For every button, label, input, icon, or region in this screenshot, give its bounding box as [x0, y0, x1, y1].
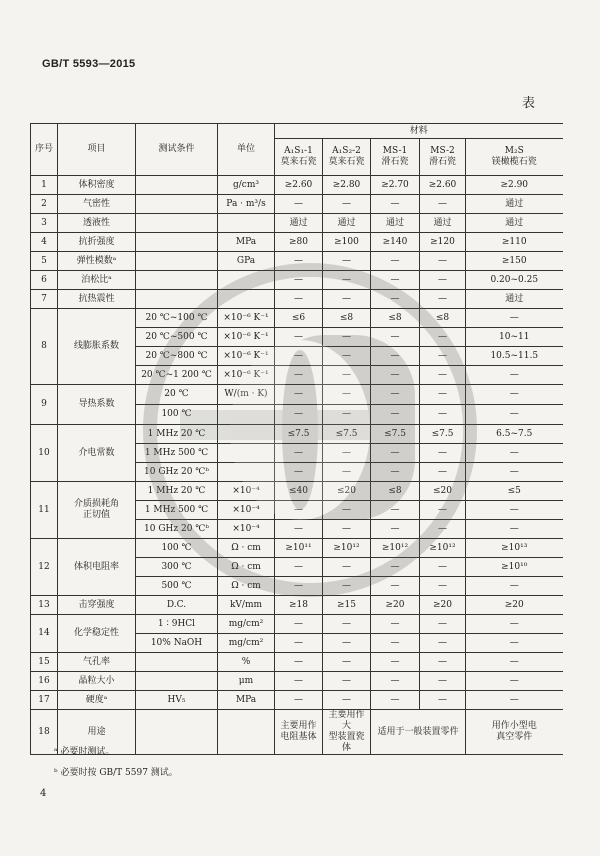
value-cell: ≤20: [420, 482, 466, 501]
table-row: [31, 691, 563, 710]
value-cell: —: [323, 558, 371, 577]
row-seq: 13: [31, 596, 58, 615]
value-cell: —: [420, 577, 466, 596]
value-cell: —: [466, 691, 563, 710]
value-cell: ≥18: [275, 596, 323, 615]
value-cell: —: [275, 577, 323, 596]
value-cell: ≤6: [275, 309, 323, 328]
value-cell: —: [371, 271, 420, 290]
value-cell: ≤20: [323, 482, 371, 501]
row-seq: 6: [31, 271, 58, 290]
value-cell: —: [371, 328, 420, 347]
row-item: 硬度ᵃ: [58, 691, 136, 710]
item-text: 介质损耗角: [73, 499, 119, 509]
row-condition: 1 MHz 500 ℃: [136, 444, 218, 463]
value-cell: —: [466, 366, 563, 385]
value-cell: —: [371, 347, 420, 366]
value-cell: —: [371, 195, 420, 214]
value-cell: 通过: [275, 214, 323, 233]
value-cell: 10~11: [466, 328, 563, 347]
use-text: 电阻基体: [280, 732, 317, 742]
row-unit: kV/mm: [218, 596, 275, 615]
value-cell: ≥10¹³: [466, 539, 563, 558]
row-seq: 12: [31, 539, 58, 596]
row-seq: 1: [31, 176, 58, 195]
row-item: 抗热震性: [58, 290, 136, 309]
value-cell: ≤7.5: [275, 425, 323, 444]
value-cell: —: [420, 615, 466, 634]
use-text: 真空零件: [496, 732, 533, 742]
value-cell: ≥10¹⁰: [466, 558, 563, 577]
row-item: 线膨胀系数: [58, 309, 136, 385]
value-cell: —: [420, 520, 466, 539]
row-condition: [136, 290, 218, 309]
use-cell: 适用于一般装置零件: [371, 710, 466, 755]
value-cell: —: [420, 328, 466, 347]
row-unit: g/cm³: [218, 176, 275, 195]
value-cell: —: [371, 290, 420, 309]
value-cell: 通过: [466, 195, 563, 214]
row-unit: [218, 425, 275, 444]
row-unit: GPa: [218, 252, 275, 271]
row-unit: [218, 463, 275, 482]
value-cell: —: [323, 405, 371, 425]
row-seq: 4: [31, 233, 58, 252]
row-unit: mg/cm²: [218, 615, 275, 634]
row-unit: [218, 405, 275, 425]
value-cell: ≤7.5: [371, 425, 420, 444]
value-cell: —: [466, 653, 563, 672]
table-row: [31, 214, 563, 233]
value-cell: —: [466, 672, 563, 691]
row-unit: mg/cm²: [218, 634, 275, 653]
material-header: [371, 139, 420, 176]
value-cell: ≥10¹²: [371, 539, 420, 558]
value-cell: —: [466, 577, 563, 596]
value-cell: ≥20: [466, 596, 563, 615]
value-cell: 0.20~0.25: [466, 271, 563, 290]
material-header: [466, 139, 563, 176]
table-row: [31, 385, 563, 405]
item-header: 项目: [58, 124, 136, 176]
row-unit: Ω · cm: [218, 539, 275, 558]
footnote-a: ᵃ 必要时测试。: [54, 747, 115, 757]
value-cell: —: [323, 634, 371, 653]
standard-number: GB/T 5593—2015: [42, 58, 136, 70]
value-cell: —: [420, 385, 466, 405]
material-name: 滑石瓷: [381, 157, 409, 167]
value-cell: —: [371, 520, 420, 539]
value-cell: —: [323, 691, 371, 710]
value-cell: —: [275, 558, 323, 577]
row-seq: 14: [31, 615, 58, 653]
value-cell: 通过: [466, 290, 563, 309]
value-cell: ≥150: [466, 252, 563, 271]
value-cell: —: [466, 463, 563, 482]
row-unit: ×10⁻⁶ K⁻¹: [218, 328, 275, 347]
value-cell: —: [466, 501, 563, 520]
value-cell: ≥2.90: [466, 176, 563, 195]
value-cell: —: [323, 501, 371, 520]
row-item: 化学稳定性: [58, 615, 136, 653]
row-condition: [136, 252, 218, 271]
value-cell: —: [275, 290, 323, 309]
value-cell: —: [323, 672, 371, 691]
value-cell: —: [275, 691, 323, 710]
value-cell: ≥120: [420, 233, 466, 252]
use-cell: [466, 710, 563, 755]
row-seq: 7: [31, 290, 58, 309]
value-cell: —: [323, 252, 371, 271]
row-item: 泊松比ᵃ: [58, 271, 136, 290]
row-condition: [136, 710, 218, 755]
value-cell: —: [275, 653, 323, 672]
value-cell: —: [466, 444, 563, 463]
value-cell: —: [275, 634, 323, 653]
row-seq: 16: [31, 672, 58, 691]
use-cell: [323, 710, 371, 755]
value-cell: —: [275, 463, 323, 482]
row-unit: ×10⁻⁶ K⁻¹: [218, 347, 275, 366]
value-cell: —: [420, 653, 466, 672]
row-unit: MPa: [218, 233, 275, 252]
value-cell: —: [275, 672, 323, 691]
value-cell: ≥20: [420, 596, 466, 615]
value-cell: —: [323, 463, 371, 482]
value-cell: 通过: [323, 214, 371, 233]
row-unit: ×10⁻⁴: [218, 482, 275, 501]
value-cell: ≥2.60: [420, 176, 466, 195]
row-condition: [136, 233, 218, 252]
row-condition: 20 ℃~500 ℃: [136, 328, 218, 347]
row-condition: 1 MHz 500 ℃: [136, 501, 218, 520]
value-cell: —: [420, 691, 466, 710]
material-code: A₁S₁-1: [284, 146, 313, 156]
value-cell: ≤5: [466, 482, 563, 501]
row-unit: ×10⁻⁶ K⁻¹: [218, 366, 275, 385]
value-cell: —: [323, 444, 371, 463]
row-seq: 10: [31, 425, 58, 482]
value-cell: —: [371, 634, 420, 653]
value-cell: —: [466, 309, 563, 328]
table-row: [31, 596, 563, 615]
value-cell: —: [323, 347, 371, 366]
table-row: [31, 252, 563, 271]
table-row: [31, 176, 563, 195]
value-cell: ≥110: [466, 233, 563, 252]
value-cell: —: [420, 405, 466, 425]
value-cell: —: [420, 444, 466, 463]
row-condition: 100 ℃: [136, 539, 218, 558]
material-name: 莫来石瓷: [280, 157, 317, 167]
value-cell: —: [466, 405, 563, 425]
table-label: 表: [522, 96, 536, 111]
row-seq: 18: [31, 710, 58, 755]
use-text: 型装置瓷体: [328, 732, 365, 753]
use-text: 主要用作大: [328, 710, 365, 731]
value-cell: —: [323, 195, 371, 214]
row-condition: 1 ∶ 9HCl: [136, 615, 218, 634]
value-cell: —: [371, 463, 420, 482]
value-cell: —: [420, 558, 466, 577]
row-condition: 300 ℃: [136, 558, 218, 577]
value-cell: —: [420, 271, 466, 290]
value-cell: —: [420, 463, 466, 482]
materials-caption: 材料: [275, 124, 563, 139]
row-unit: [218, 710, 275, 755]
value-cell: —: [275, 195, 323, 214]
value-cell: —: [275, 405, 323, 425]
value-cell: ≥10¹¹: [275, 539, 323, 558]
row-condition: [136, 195, 218, 214]
value-cell: ≥2.60: [275, 176, 323, 195]
material-header: [323, 139, 371, 176]
value-cell: —: [466, 520, 563, 539]
value-cell: —: [275, 328, 323, 347]
value-cell: —: [275, 385, 323, 405]
table-row: [31, 615, 563, 634]
value-cell: 10.5~11.5: [466, 347, 563, 366]
table-row: [31, 672, 563, 691]
row-unit: [218, 444, 275, 463]
value-cell: ≤8: [371, 309, 420, 328]
value-cell: —: [466, 385, 563, 405]
value-cell: —: [371, 672, 420, 691]
page-number: 4: [40, 788, 47, 799]
row-unit: MPa: [218, 691, 275, 710]
row-unit: [218, 214, 275, 233]
value-cell: —: [275, 366, 323, 385]
use-text: 用作小型电: [491, 721, 537, 731]
value-cell: ≥140: [371, 233, 420, 252]
table-row: [31, 539, 563, 558]
value-cell: —: [420, 366, 466, 385]
row-item: 晶粒大小: [58, 672, 136, 691]
value-cell: ≥10¹²: [323, 539, 371, 558]
table-row: [31, 195, 563, 214]
row-unit: Ω · cm: [218, 558, 275, 577]
row-item: 体积密度: [58, 176, 136, 195]
value-cell: —: [371, 615, 420, 634]
row-condition: [136, 672, 218, 691]
value-cell: —: [466, 634, 563, 653]
value-cell: ≤8: [420, 309, 466, 328]
row-condition: [136, 653, 218, 672]
value-cell: —: [323, 366, 371, 385]
value-cell: —: [371, 444, 420, 463]
row-item: 介电常数: [58, 425, 136, 482]
row-item: [58, 482, 136, 539]
row-seq: 5: [31, 252, 58, 271]
use-cell: [275, 710, 323, 755]
value-cell: —: [466, 615, 563, 634]
row-seq: 9: [31, 385, 58, 425]
row-condition: 100 ℃: [136, 405, 218, 425]
row-condition: 1 MHz 20 ℃: [136, 482, 218, 501]
row-unit: [218, 271, 275, 290]
value-cell: —: [275, 444, 323, 463]
value-cell: —: [323, 271, 371, 290]
value-cell: 通过: [420, 214, 466, 233]
value-cell: —: [371, 385, 420, 405]
row-unit: %: [218, 653, 275, 672]
row-condition: 1 MHz 20 ℃: [136, 425, 218, 444]
table-row: [31, 425, 563, 444]
row-seq: 3: [31, 214, 58, 233]
value-cell: —: [420, 252, 466, 271]
value-cell: 通过: [466, 214, 563, 233]
material-header: [275, 139, 323, 176]
value-cell: —: [323, 577, 371, 596]
row-unit: ×10⁻⁴: [218, 520, 275, 539]
material-header: [420, 139, 466, 176]
row-condition: HV₅: [136, 691, 218, 710]
footnote-b: ᵇ 必要时按 GB/T 5597 测试。: [54, 768, 178, 778]
value-cell: —: [420, 672, 466, 691]
value-cell: —: [420, 195, 466, 214]
value-cell: ≥2.80: [323, 176, 371, 195]
row-item: 用途: [58, 710, 136, 755]
value-cell: —: [371, 691, 420, 710]
value-cell: —: [420, 634, 466, 653]
value-cell: ≥100: [323, 233, 371, 252]
value-cell: —: [371, 366, 420, 385]
row-item: 气孔率: [58, 653, 136, 672]
seq-header: 序号: [31, 124, 58, 176]
material-code: A₁S₂-2: [332, 146, 361, 156]
row-item: 导热系数: [58, 385, 136, 425]
value-cell: —: [371, 653, 420, 672]
use-text: 主要用作: [280, 721, 317, 731]
value-cell: —: [275, 347, 323, 366]
material-name: 镁橄榄石瓷: [491, 157, 537, 167]
row-unit: ×10⁻⁴: [218, 501, 275, 520]
row-item: 透液性: [58, 214, 136, 233]
value-cell: ≤7.5: [323, 425, 371, 444]
row-condition: 10% NaOH: [136, 634, 218, 653]
value-cell: —: [275, 501, 323, 520]
value-cell: —: [323, 520, 371, 539]
row-seq: 15: [31, 653, 58, 672]
row-seq: 17: [31, 691, 58, 710]
material-code: MS-2: [430, 146, 455, 156]
row-item: 击穿强度: [58, 596, 136, 615]
table-row: [31, 233, 563, 252]
value-cell: —: [420, 501, 466, 520]
value-cell: ≥10¹²: [420, 539, 466, 558]
value-cell: ≤8: [323, 309, 371, 328]
material-code: M₂S: [504, 146, 524, 156]
value-cell: —: [323, 290, 371, 309]
value-cell: —: [420, 290, 466, 309]
row-condition: [136, 271, 218, 290]
value-cell: ≥2.70: [371, 176, 420, 195]
value-cell: ≥20: [371, 596, 420, 615]
material-name: 滑石瓷: [428, 157, 456, 167]
row-condition: [136, 214, 218, 233]
value-cell: —: [275, 615, 323, 634]
material-code: MS-1: [382, 146, 408, 156]
value-cell: ≥80: [275, 233, 323, 252]
table-row: [31, 271, 563, 290]
row-condition: 10 GHz 20 ℃ᵇ: [136, 520, 218, 539]
value-cell: —: [275, 271, 323, 290]
row-item: 气密性: [58, 195, 136, 214]
row-unit: Pa · m³/s: [218, 195, 275, 214]
unit-header: 单位: [218, 124, 275, 176]
row-condition: 500 ℃: [136, 577, 218, 596]
value-cell: —: [323, 653, 371, 672]
table-row: [31, 290, 563, 309]
row-unit: [218, 290, 275, 309]
value-cell: ≤7.5: [420, 425, 466, 444]
material-name: 莫来石瓷: [328, 157, 365, 167]
item-text: 正切值: [82, 510, 110, 520]
value-cell: —: [371, 577, 420, 596]
row-seq: 2: [31, 195, 58, 214]
value-cell: 6.5~7.5: [466, 425, 563, 444]
row-condition: 20 ℃~800 ℃: [136, 347, 218, 366]
row-condition: 20 ℃: [136, 385, 218, 405]
value-cell: ≥15: [323, 596, 371, 615]
value-cell: —: [420, 347, 466, 366]
value-cell: —: [275, 252, 323, 271]
value-cell: —: [275, 520, 323, 539]
row-condition: 20 ℃~1 200 ℃: [136, 366, 218, 385]
row-condition: 10 GHz 20 ℃ᵇ: [136, 463, 218, 482]
row-condition: D.C.: [136, 596, 218, 615]
table-row: [31, 482, 563, 501]
row-seq: 11: [31, 482, 58, 539]
row-seq: 8: [31, 309, 58, 385]
value-cell: ≤8: [371, 482, 420, 501]
table-row: [31, 309, 563, 328]
table-row: [31, 653, 563, 672]
value-cell: —: [323, 328, 371, 347]
row-item: 体积电阻率: [58, 539, 136, 596]
value-cell: —: [371, 252, 420, 271]
value-cell: ≤40: [275, 482, 323, 501]
value-cell: —: [323, 615, 371, 634]
row-item: 抗折强度: [58, 233, 136, 252]
header-caption-row: [31, 124, 563, 139]
value-cell: —: [371, 558, 420, 577]
row-unit: W/(m · K): [218, 385, 275, 405]
row-unit: ×10⁻⁶ K⁻¹: [218, 309, 275, 328]
value-cell: —: [323, 385, 371, 405]
row-unit: μm: [218, 672, 275, 691]
value-cell: 通过: [371, 214, 420, 233]
row-unit: Ω · cm: [218, 577, 275, 596]
row-item: 弹性模数ᵃ: [58, 252, 136, 271]
property-table: [30, 123, 563, 755]
value-cell: —: [371, 405, 420, 425]
condition-header: 测试条件: [136, 124, 218, 176]
value-cell: —: [371, 501, 420, 520]
row-condition: [136, 176, 218, 195]
row-condition: 20 ℃~100 ℃: [136, 309, 218, 328]
